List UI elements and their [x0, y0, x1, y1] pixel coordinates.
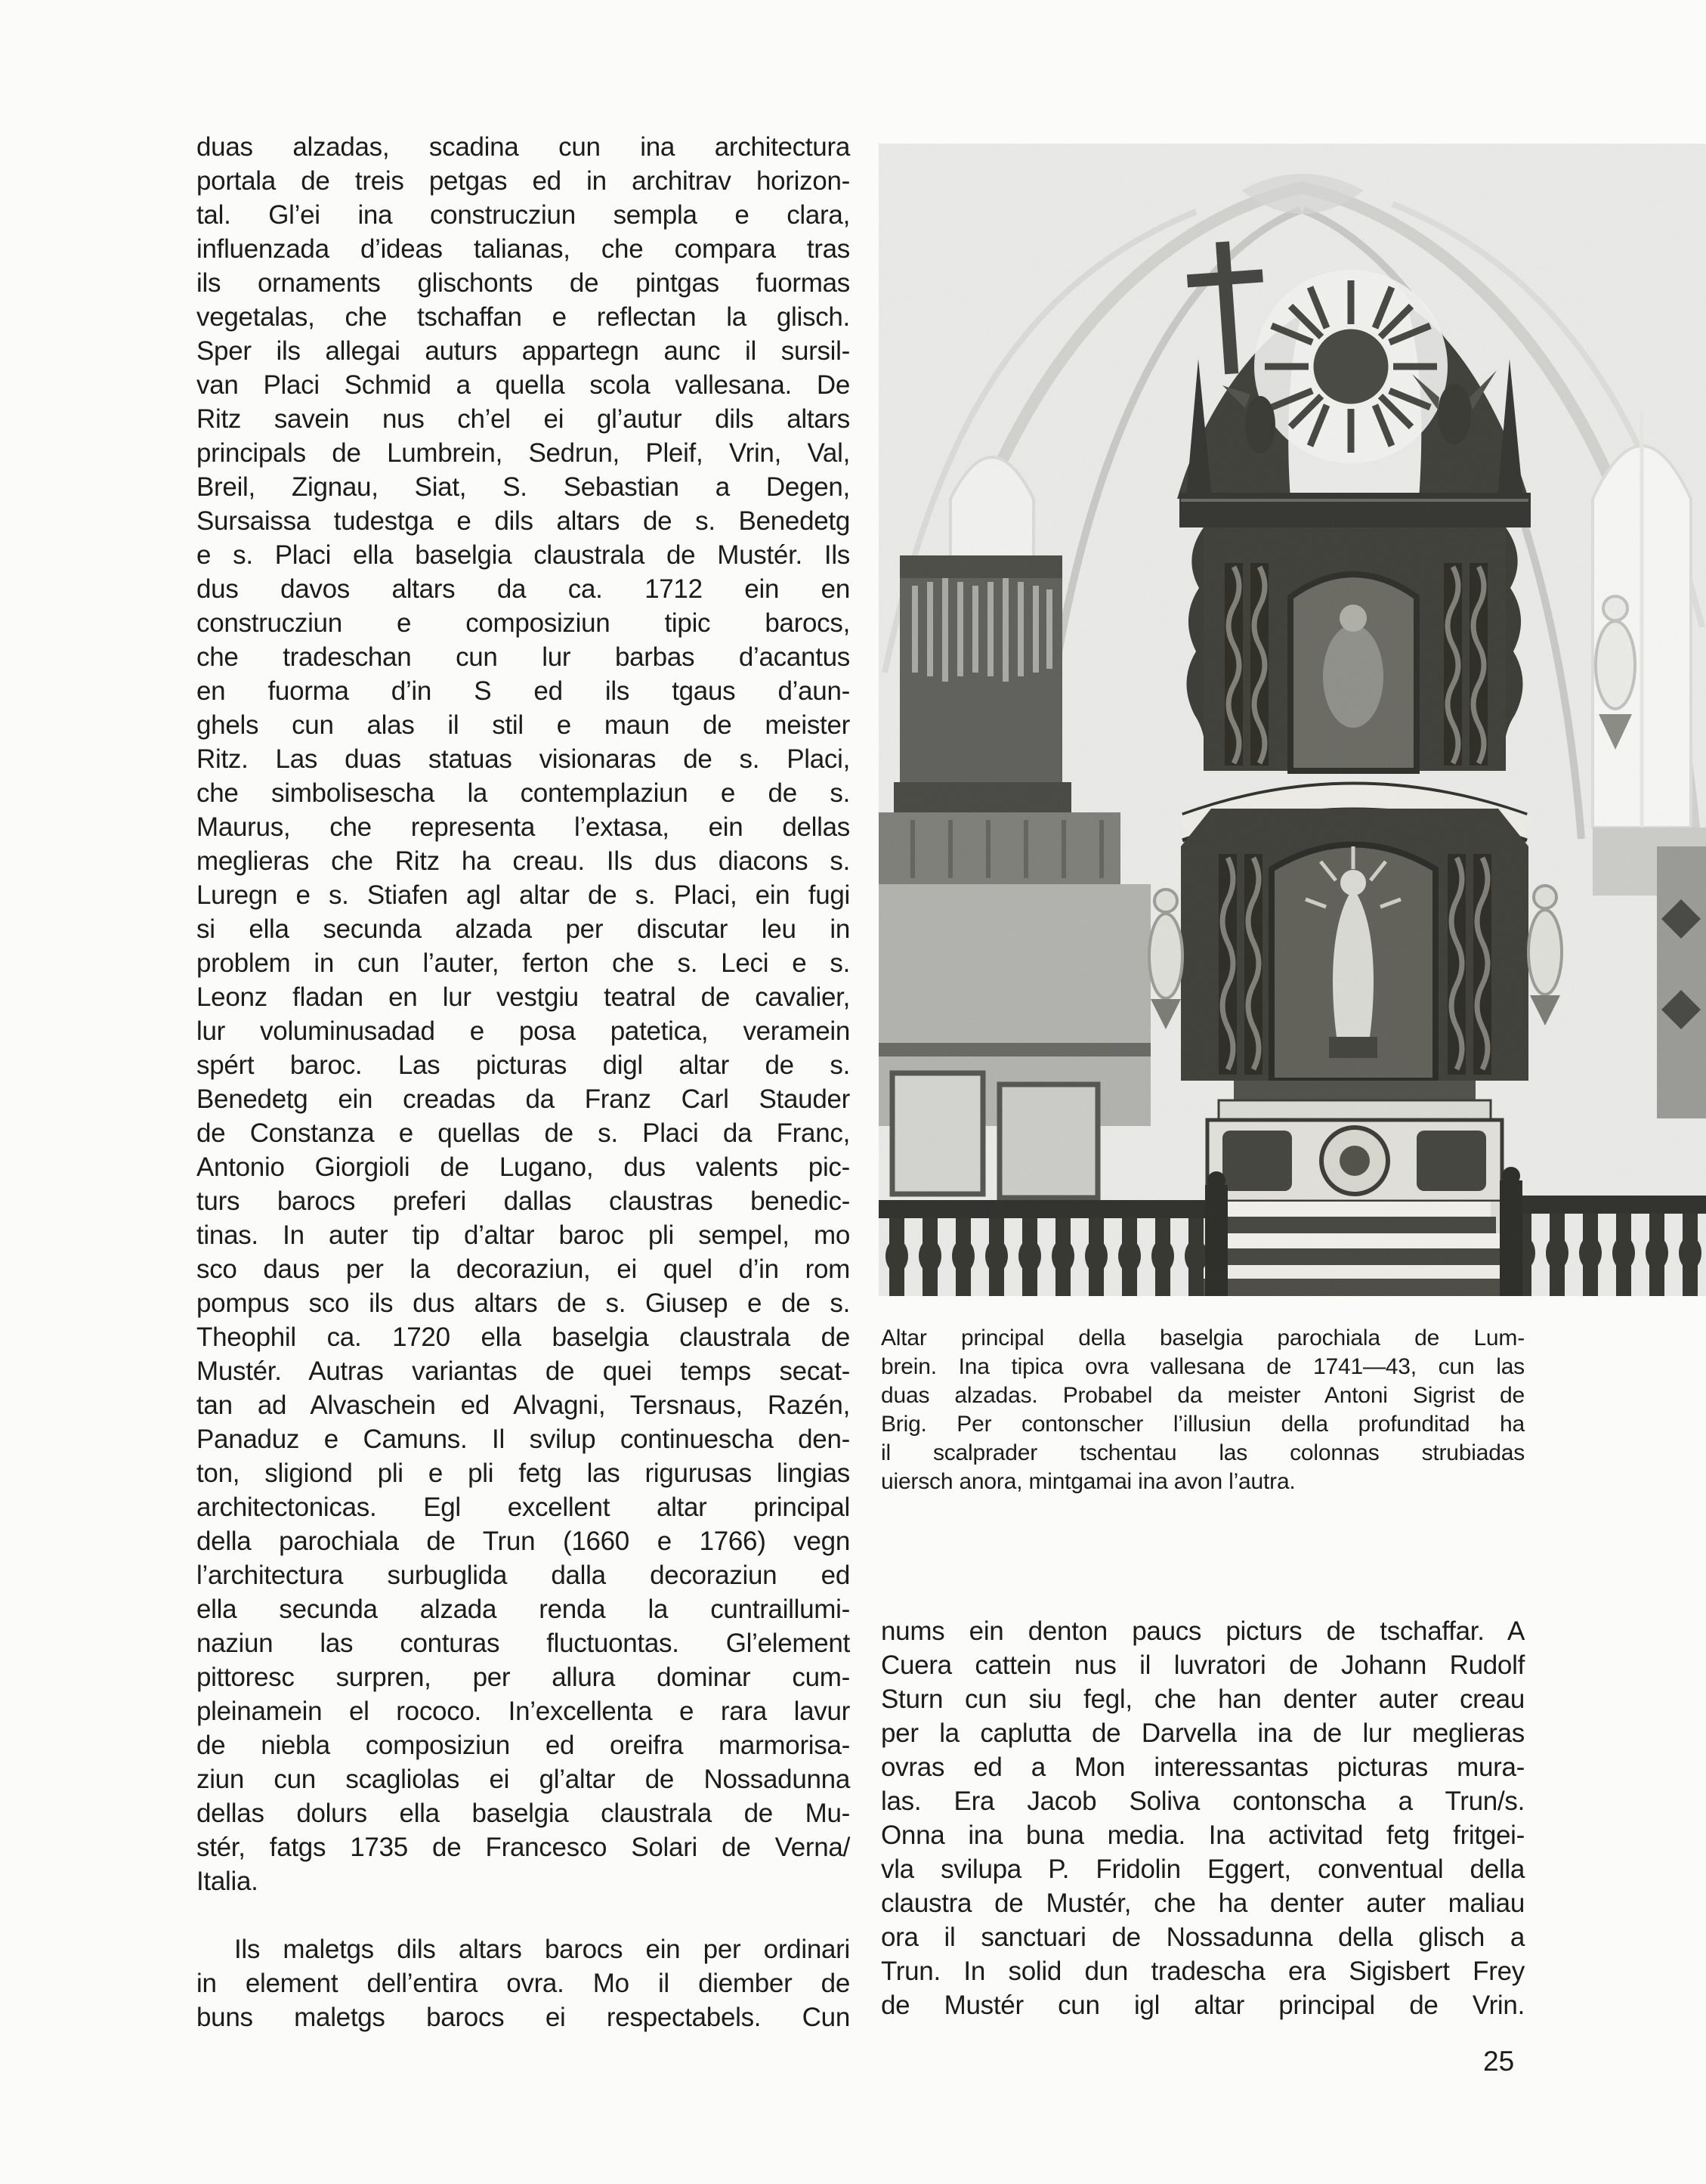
text-line: ella secunda alzada renda la cuntraillumi- — [196, 1595, 850, 1624]
text-line: l’architectura surbuglida dalla decoraziun ed — [196, 1561, 850, 1590]
text-line: naziun las conturas fluctuontas. Gl’element — [196, 1629, 850, 1658]
altar-figure — [879, 144, 1706, 1296]
text-line: duas alzadas. Probabel da meister Antoni Sigrist de — [881, 1383, 1525, 1408]
text-line: nums ein denton paucs picturs de tschaffar. A — [881, 1616, 1525, 1646]
text-line: tal. Gl’ei ina construcziun sempla e clara, — [196, 200, 850, 230]
text-line: Maurus, che representa l’extasa, ein dellas — [196, 812, 850, 842]
text-line: Theophil ca. 1720 ella baselgia claustrala de — [196, 1322, 850, 1352]
paragraph — [196, 1932, 850, 2034]
text-line: architectonicas. Egl excellent altar principal — [196, 1493, 850, 1522]
text-line: de Constanza e quellas de s. Placi da Franc, — [196, 1118, 850, 1148]
text-line: brein. Ina tipica ovra vallesana de 1741—43, cun las — [881, 1354, 1525, 1379]
text-line: vegetalas, che tschaffan e reflectan la glisch. — [196, 302, 850, 332]
right-column — [881, 1614, 1525, 2022]
text-line: Sturn cun siu fegl, che han denter auter creau — [881, 1684, 1525, 1714]
text-line: lur voluminusadad e posa patetica, veramein — [196, 1016, 850, 1046]
page-number: 25 — [1483, 2046, 1515, 2077]
text-line: ovras ed a Mon interessantas picturas mura- — [881, 1752, 1525, 1782]
text-line: Trun. In solid dun tradescha era Sigisbert Frey — [881, 1957, 1525, 1986]
text-line: Luregn e s. Stiafen agl altar de s. Placi, ein fugi — [196, 880, 850, 910]
text-line: Mustér. Autras variantas de quei temps secat- — [196, 1356, 850, 1386]
text-line: Breil, Zignau, Siat, S. Sebastian a Degen, — [196, 472, 850, 502]
text-line: Panaduz e Camuns. Il svilup continuescha den- — [196, 1425, 850, 1454]
text-line: Italia. — [196, 1867, 258, 1896]
text-line: Benedetg ein creadas da Franz Carl Stauder — [196, 1084, 850, 1114]
text-line: della parochiala de Trun (1660 e 1766) vegn — [196, 1527, 850, 1556]
text-line: sco daus per la decoraziun, ei quel d’in rom — [196, 1254, 850, 1284]
text-line: Leonz fladan en lur vestgiu teatral de cavalier, — [196, 982, 850, 1012]
text-line: Antonio Giorgioli de Lugano, dus valents pic- — [196, 1152, 850, 1182]
text-line: ziun cun scagliolas ei gl’altar de Nossadunna — [196, 1765, 850, 1794]
text-line: claustra de Mustér, che ha denter auter maliau — [881, 1889, 1525, 1918]
text-line: portala de treis petgas ed in architrav horizon- — [196, 166, 850, 196]
text-line: che simbolisescha la contemplaziun e de s. — [196, 778, 850, 808]
text-line: ora il sanctuari de Nossadunna della glisch a — [881, 1923, 1525, 1952]
text-line: de niebla composiziun ed oreifra marmorisa- — [196, 1731, 850, 1760]
text-line: Ils maletgs dils altars barocs ein per ordinari — [234, 1935, 850, 1964]
text-line: tinas. In auter tip d’altar baroc pli sempel, mo — [196, 1220, 850, 1250]
text-line: Cuera cattein nus il luvratori de Johann Rudolf — [881, 1650, 1525, 1680]
text-line: Ritz. Las duas statuas visionaras de s. Placi, — [196, 744, 850, 774]
text-line: pompus sco ils dus altars de s. Giusep e de s. — [196, 1288, 850, 1318]
text-line: dus davos altars da ca. 1712 ein en — [196, 574, 850, 604]
text-line: pittoresc surpren, per allura dominar cum- — [196, 1663, 850, 1692]
text-line: dellas dolurs ella baselgia claustrala de Mu- — [196, 1799, 850, 1828]
text-line: influenzada d’ideas talianas, che compara tras — [196, 234, 850, 264]
text-line: Sursaissa tudestga e dils altars de s. Benedetg — [196, 506, 850, 536]
text-line: per la caplutta de Darvella ina de lur meglieras — [881, 1718, 1525, 1748]
text-line: Sper ils allegai auturs appartegn aunc il sursil- — [196, 336, 850, 366]
text-line: ton, sligiond pli e pli fetg las rigurusas lingias — [196, 1459, 850, 1488]
paragraph — [881, 1614, 1525, 2022]
text-line: turs barocs preferi dallas claustras benedic- — [196, 1186, 850, 1216]
text-line: stér, fatgs 1735 de Francesco Solari de Verna/ — [196, 1833, 850, 1862]
text-line: si ella secunda alzada per discutar leu in — [196, 914, 850, 944]
text-line: problem in cun l’auter, ferton che s. Leci e s. — [196, 948, 850, 978]
text-line: vla svilupa P. Fridolin Eggert, conventual della — [881, 1855, 1525, 1884]
text-line: Onna ina buna media. Ina activitad fetg fritgei- — [881, 1821, 1525, 1850]
text-line: in element dell’entira ovra. Mo il diember de — [196, 1969, 850, 1998]
text-line: che tradeschan cun lur barbas d’acantus — [196, 642, 850, 672]
text-line: tan ad Alvaschein ed Alvagni, Tersnaus, Razén, — [196, 1391, 850, 1420]
text-line: van Placi Schmid a quella scola vallesana. De — [196, 370, 850, 400]
text-line: Altar principal della baselgia parochiala de Lum- — [881, 1326, 1525, 1350]
altar-photo — [879, 144, 1706, 1296]
text-line: Ritz savein nus ch’el ei gl’autur dils altars — [196, 404, 850, 434]
text-line: il scalprader tschentau las colonnas strubiadas — [881, 1440, 1525, 1465]
text-line: construcziun e composiziun tipic barocs, — [196, 608, 850, 638]
text-line: principals de Lumbrein, Sedrun, Pleif, Vrin, Val, — [196, 438, 850, 468]
text-line: meglieras che Ritz ha creau. Ils dus diacons s. — [196, 846, 850, 876]
text-line: en fuorma d’in S ed ils tgaus d’aun- — [196, 676, 850, 706]
text-line: de Mustér cun igl altar principal de Vrin. — [881, 1991, 1525, 2020]
left-column — [196, 130, 850, 2034]
text-line: e s. Placi ella baselgia claustrala de Mustér. Ils — [196, 540, 850, 570]
text-line: Brig. Per contonscher l’illusiun della profunditad ha — [881, 1412, 1525, 1437]
text-line: ghels cun alas il stil e maun de meister — [196, 710, 850, 740]
photo-caption — [881, 1324, 1525, 1496]
paragraph — [196, 130, 850, 1898]
text-line: duas alzadas, scadina cun ina architectura — [196, 132, 850, 162]
text-line: ils ornaments glischonts de pintgas fuormas — [196, 268, 850, 298]
text-line: buns maletgs barocs ei respectabels. Cun — [196, 2003, 850, 2032]
text-line: spért baroc. Las picturas digl altar de s. — [196, 1050, 850, 1080]
halftone-grain — [879, 144, 1706, 1296]
text-line: las. Era Jacob Soliva contonscha a Trun/s. — [881, 1786, 1525, 1816]
text-line: uiersch anora, mintgamai ina avon l’autra. — [881, 1469, 1296, 1494]
text-line: pleinamein el rococo. In’excellenta e rara lavur — [196, 1697, 850, 1726]
